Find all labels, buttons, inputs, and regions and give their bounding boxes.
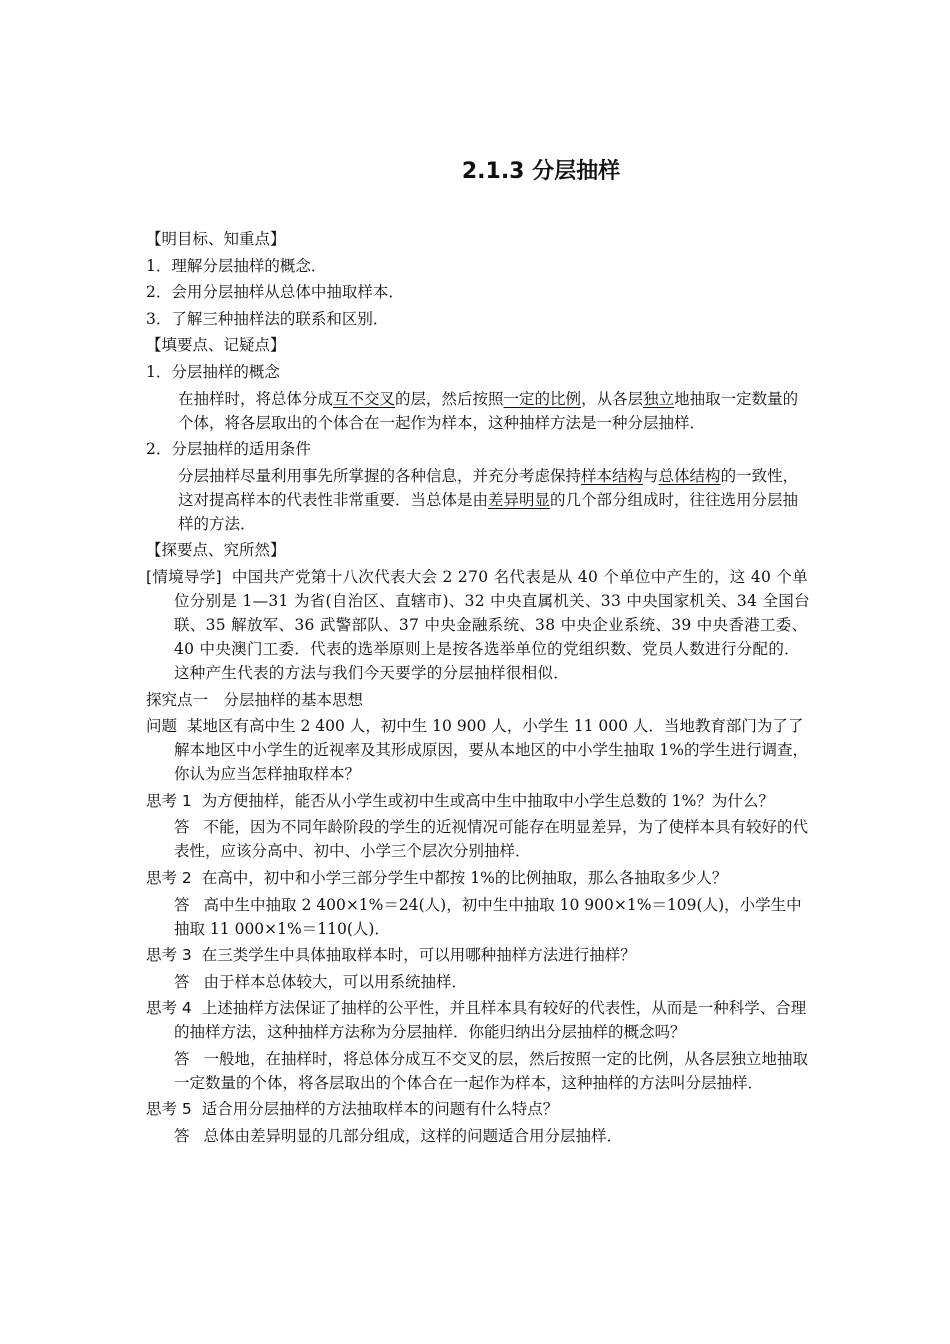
- think-answer-text: 高中生中抽取 2 400×1%＝24(人)，初中生中抽取 10 900×1%＝109(人)，小学生中抽取 11 000×1%＝110(人)．: [174, 895, 802, 938]
- text-run: 地抽取一定数量的个体，将各层取出的个体合在一起作为样本，这种抽样方法是一种分层抽样．: [178, 389, 799, 432]
- think-label: 思考 4: [146, 999, 192, 1018]
- think-label: 思考 2: [146, 868, 192, 887]
- scenario-label: [情境导学]: [146, 567, 222, 586]
- think-label: 思考 3: [146, 946, 192, 965]
- scenario-text: 中国共产党第十八次代表大会 2 270 名代表是从 40 个单位中产生的，这 40 个单位分别是 1—31 为省(自治区、直辖市)、32 中央直属机关、33 中央国家机关、34 全国台联、35 解放军、36 武警部队、37 中央金融系统、38 中央企业系统、39 中央香港工委、40 中央澳门工委．代表的选举原则上是按各选举单位的党组织数、党员人数进行分配的．这种产生代表的方法与我们今天要学的分层抽样很相似．: [174, 567, 810, 682]
- problem-text: 某地区有高中生 2 400 人，初中生 10 900 人，小学生 11 000 人．当地教育部门为了了解本地区中小学生的近视率及其形成原因，要从本地区的中小学生抽取 1%的学生进行调查，你认为应当怎样抽取样本？: [174, 717, 809, 784]
- section-heading-explore: 【探要点、究所然】: [146, 541, 286, 560]
- think-answer: [146, 893, 812, 941]
- point-heading: 1．分层抽样的概念: [146, 362, 280, 381]
- goal-item: 1．理解分层抽样的概念．: [146, 256, 327, 275]
- text-run: 的层，然后按照: [395, 389, 504, 408]
- think-question-text: 为方便抽样，能否从小学生或初中生或高中生中抽取中小学生总数的 1%？为什么？: [201, 791, 774, 810]
- think-answer: [146, 970, 812, 994]
- text-run: 与: [643, 466, 659, 485]
- problem-paragraph: [146, 714, 812, 786]
- think-label: 思考 5: [146, 1100, 192, 1119]
- think-answer-text: 总体由差异明显的几部分组成，这样的问题适合用分层抽样．: [203, 1127, 623, 1146]
- think-answer: [146, 815, 812, 863]
- section-heading-goals: 【明目标、知重点】: [146, 230, 286, 248]
- think-question: [146, 1097, 812, 1121]
- key-term: 总体结构: [658, 466, 721, 485]
- think-question-text: 在三类学生中具体抽取样本时，可以用哪种抽样方法进行抽样？: [201, 946, 636, 965]
- think-question-text: 在高中，初中和小学三部分学生中都按 1%的比例抽取，那么各抽取多少人？: [201, 868, 728, 887]
- document-body: [146, 227, 812, 1151]
- answer-label: 答: [174, 1049, 190, 1068]
- answer-label: 答: [174, 972, 190, 991]
- think-label: 思考 1: [146, 791, 192, 810]
- problem-label: 问题: [146, 717, 178, 736]
- section-heading-points: 【填要点、记疑点】: [146, 336, 286, 355]
- key-term: 互不交叉: [333, 389, 396, 408]
- explore-point-heading: 探究点一 分层抽样的基本思想: [146, 690, 364, 709]
- answer-label: 答: [174, 895, 190, 914]
- think-question-text: 上述抽样方法保证了抽样的公平性，并且样本具有较好的代表性，从而是一种科学、合理的抽样方法，这种抽样方法称为分层抽样．你能归纳出分层抽样的概念吗？: [174, 999, 807, 1042]
- scenario-paragraph: [146, 565, 812, 685]
- think-question: [146, 866, 812, 890]
- point-paragraph: [146, 387, 812, 435]
- think-question-text: 适合用分层抽样的方法抽取样本的问题有什么特点？: [201, 1100, 559, 1119]
- think-answer-text: 不能，因为不同年龄阶段的学生的近视情况可能存在明显差异，为了使样本具有较好的代表性，应该分高中、初中、小学三个层次分别抽样．: [174, 818, 809, 861]
- answer-label: 答: [174, 1127, 190, 1146]
- point-paragraph: [146, 464, 812, 536]
- text-run: 分层抽样尽量利用事先所掌握的各种信息，并充分考虑保持: [178, 466, 582, 485]
- text-run: 的一致性，这对提高样本的代表性非常重要．当总体是由: [178, 466, 799, 509]
- think-answer: [146, 1124, 812, 1148]
- think-question: [146, 789, 812, 813]
- point-heading: 2．分层抽样的适用条件: [146, 440, 311, 459]
- goal-item: 3．了解三种抽样法的联系和区别．: [146, 309, 389, 328]
- page-title: 2.1.3 分层抽样: [461, 159, 621, 184]
- text-run: ，从各层: [581, 389, 644, 408]
- think-question: [146, 996, 812, 1044]
- think-answer: [146, 1047, 812, 1095]
- key-term: 一定的比例: [503, 389, 582, 408]
- key-term: 差异明显: [488, 490, 551, 509]
- key-term: 独立: [643, 389, 675, 408]
- think-question: [146, 943, 812, 967]
- key-term: 样本结构: [581, 466, 644, 485]
- text-run: 的几个部分组成时，往往选用分层抽样的方法．: [178, 490, 799, 533]
- answer-label: 答: [174, 818, 190, 837]
- text-run: 在抽样时，将总体分成: [178, 389, 334, 408]
- think-answer-text: 由于样本总体较大，可以用系统抽样．: [203, 972, 468, 991]
- goal-item: 2．会用分层抽样从总体中抽取样本．: [146, 283, 404, 302]
- think-answer-text: 一般地，在抽样时，将总体分成互不交叉的层，然后按照一定的比例，从各层独立地抽取一定数量的个体，将各层取出的个体合在一起作为样本，这种抽样的方法叫分层抽样．: [174, 1049, 809, 1092]
